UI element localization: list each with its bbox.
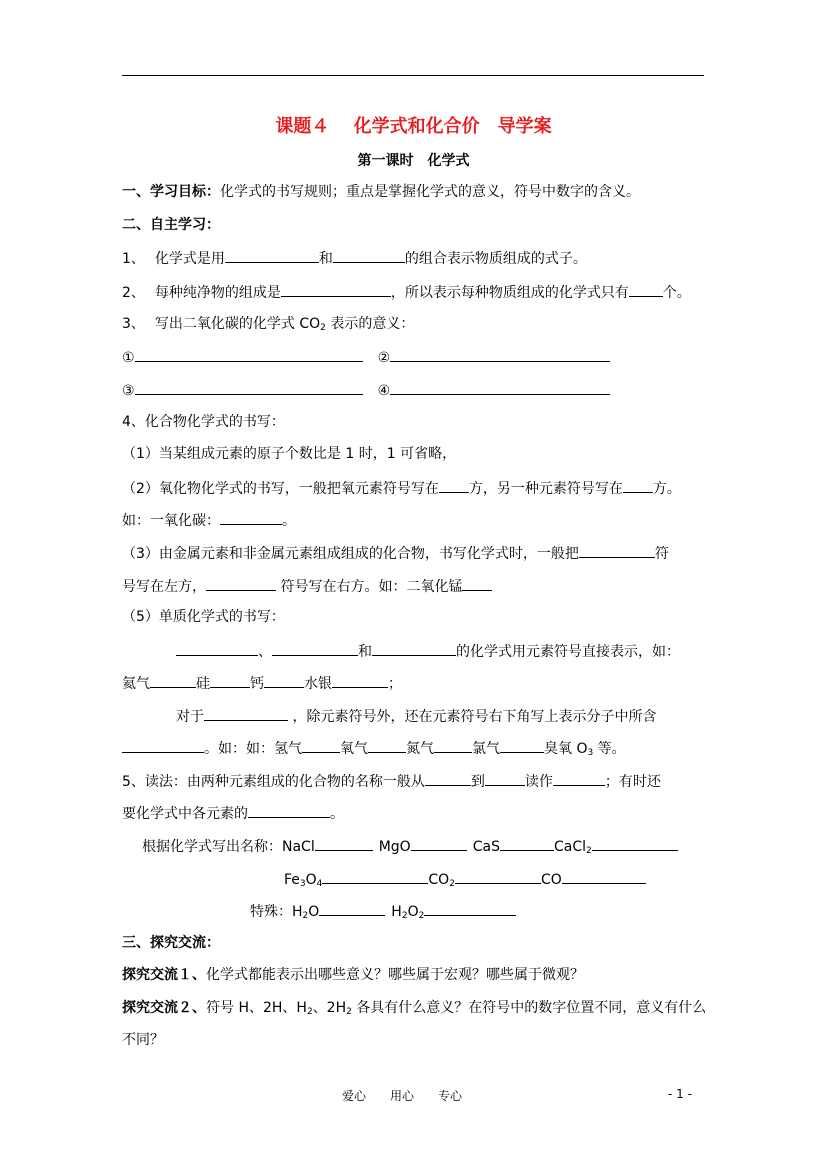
answer-blank[interactable] [562, 869, 646, 884]
exchange-1 [122, 966, 584, 984]
question-text: 和 [318, 251, 333, 267]
header-rule [122, 75, 704, 76]
answer-blank[interactable] [135, 380, 363, 395]
answer-blank[interactable] [135, 347, 363, 362]
question-3 [122, 315, 414, 337]
question-text: 号写在左方， [122, 579, 206, 595]
question-number: 1、 [122, 251, 145, 267]
answer-blank[interactable] [150, 673, 196, 688]
formula: O [308, 904, 320, 920]
question-text: 表示的意义： [325, 316, 415, 332]
question-text: 5、读法：由两种元素组成的化合物的名称一般从 [122, 774, 425, 790]
formula: MgO [378, 839, 411, 855]
question-text: 氧气 [340, 741, 368, 757]
item-marker: ③ [122, 383, 135, 399]
question-1 [122, 248, 587, 268]
question-5 [122, 771, 661, 791]
meaning-row-1 [122, 347, 610, 367]
answer-blank[interactable] [122, 738, 204, 753]
formula: O [407, 904, 419, 920]
question-text: 方。 [652, 481, 681, 497]
answer-blank[interactable] [500, 738, 544, 753]
answer-blank[interactable] [272, 641, 358, 656]
question-text: 读作 [524, 774, 553, 790]
rule-3 [122, 543, 669, 563]
rule-5-elements [176, 641, 680, 661]
page-title: 课题４ 化学式和化合价 导学案 [275, 116, 552, 137]
answer-blank[interactable] [319, 901, 385, 916]
question-text: 到 [470, 774, 485, 790]
subscript: 2 [418, 911, 425, 921]
answer-blank[interactable] [434, 738, 472, 753]
answer-blank[interactable] [485, 771, 525, 786]
answer-blank[interactable] [220, 510, 282, 525]
section-heading: 二、自主学习： [122, 217, 220, 233]
question-text: ；有时还 [604, 774, 661, 790]
question-text: 水银 [304, 676, 332, 692]
question-text: 方，另一种元素符号写在 [468, 481, 623, 497]
answer-blank[interactable] [623, 478, 653, 493]
subscript: 2 [346, 1007, 352, 1017]
answer-blank[interactable] [210, 673, 250, 688]
question-text: 如：一氧化碳： [122, 513, 220, 529]
question-text: 、 [258, 644, 272, 660]
question-text: 氦气 [122, 676, 150, 692]
formula: H [391, 904, 402, 920]
answer-blank[interactable] [390, 380, 610, 395]
question-text: 等。 [593, 741, 626, 757]
question-text: 钙 [250, 676, 264, 692]
answer-blank[interactable] [425, 771, 471, 786]
subscript: 2 [320, 323, 326, 333]
naming-row-special [250, 901, 516, 925]
question-text: 。 [282, 513, 296, 529]
question-5-cont [122, 803, 344, 823]
answer-blank[interactable] [322, 869, 428, 884]
item-marker: ② [377, 350, 391, 366]
question-text: 化学式都能表示出哪些意义？哪些属于宏观？哪些属于微观？ [206, 967, 584, 983]
question-text: 对于 [176, 709, 204, 725]
formula: CO [540, 872, 562, 888]
question-text: 硅 [196, 676, 210, 692]
answer-blank[interactable] [315, 836, 373, 851]
question-text: 和 [358, 644, 372, 660]
answer-blank[interactable] [206, 576, 276, 591]
question-text: 氯气 [472, 741, 500, 757]
rule-5-molecule-examples [122, 738, 626, 762]
answer-blank[interactable] [225, 248, 319, 263]
question-text: 各具有什么意义？在符号中的数字位置不同，意义有什么 [351, 1000, 707, 1016]
subscript: 3 [587, 748, 594, 758]
question-text: 要化学式中各元素的 [122, 806, 248, 822]
question-text: 的化学式用元素符号直接表示，如： [456, 644, 680, 660]
rule-5-examples [122, 673, 402, 693]
section-heading: 一、学习目标： [122, 184, 220, 200]
formula: O [305, 872, 317, 888]
answer-blank[interactable] [204, 706, 288, 721]
question-text: ，除元素符号外，还在元素符号右下角写上表示分子中所含 [288, 709, 657, 725]
question-text: 的组合表示物质组成的式子。 [404, 251, 587, 267]
answer-blank[interactable] [281, 282, 391, 297]
goal-text: 化学式的书写规则；重点是掌握化学式的意义，符号中数字的含义。 [220, 184, 640, 200]
answer-blank[interactable] [248, 803, 330, 818]
subscript: 2 [449, 879, 455, 889]
rule-2-example [122, 510, 296, 530]
answer-blank[interactable] [264, 673, 304, 688]
answer-blank[interactable] [500, 836, 554, 851]
answer-blank[interactable] [424, 901, 516, 916]
page-number: - 1 - [668, 1087, 692, 1101]
answer-blank[interactable] [302, 738, 340, 753]
subscript: 2 [302, 911, 309, 921]
rule-5-molecules [176, 706, 656, 726]
question-text: 氮气 [406, 741, 434, 757]
subscript: 4 [316, 879, 323, 889]
formula: 特殊：H [250, 904, 303, 920]
exchange-2-cont: 不同？ [122, 1032, 164, 1048]
question-text: 、2H [312, 1000, 347, 1016]
exchange-label: 探究交流１、 [122, 967, 206, 983]
question-text: 化学式是用 [154, 251, 225, 267]
answer-blank[interactable] [455, 869, 541, 884]
answer-blank[interactable] [390, 347, 610, 362]
question-4: 4、化合物化学式的书写： [122, 414, 285, 430]
answer-blank[interactable] [462, 576, 492, 591]
answer-blank[interactable] [553, 771, 605, 786]
question-text: （3）由金属元素和非金属元素组成组成的化合物，书写化学式时，一般把 [122, 546, 579, 562]
formula: CO [428, 872, 450, 888]
formula: CaCl [553, 839, 586, 855]
question-text: 符号 H、2H、H [206, 1000, 307, 1016]
question-number: 2、 [122, 285, 145, 301]
naming-row-1 [142, 836, 678, 860]
question-text: 符 [654, 546, 669, 562]
formula: Fe [284, 872, 300, 888]
question-text: 臭氧 O [544, 741, 588, 757]
question-text: 个。 [662, 285, 691, 301]
answer-blank[interactable] [629, 282, 663, 297]
question-text: ，所以表示每种物质组成的化学式只有 [390, 285, 629, 301]
subscript: 3 [299, 879, 306, 889]
answer-blank[interactable] [411, 836, 467, 851]
formula: 根据化学式写出名称：NaCl [142, 839, 315, 855]
question-text: 符号写在右方。如：二氧化锰 [276, 579, 463, 595]
question-text: ； [388, 676, 402, 692]
page-subtitle: 第一课时 化学式 [357, 153, 470, 169]
subscript: 2 [586, 846, 592, 856]
question-number: 3、 [122, 316, 145, 332]
exchange-2 [122, 999, 706, 1021]
rule-5: （5）单质化学式的书写： [122, 609, 285, 625]
answer-blank[interactable] [372, 641, 456, 656]
section-heading: 三、探究交流： [122, 935, 220, 951]
meaning-row-2 [122, 380, 610, 400]
formula: CaS [472, 839, 500, 855]
learning-goals [122, 183, 640, 201]
answer-blank[interactable] [579, 543, 655, 558]
question-text: （2）氧化物化学式的书写，一般把氧元素符号写在 [122, 481, 439, 497]
item-marker: ① [122, 350, 135, 366]
answer-blank[interactable] [333, 248, 405, 263]
naming-row-2 [284, 869, 646, 893]
rule-3-cont [122, 576, 492, 596]
question-text: 。如：如：氢气 [204, 741, 302, 757]
answer-blank[interactable] [439, 478, 469, 493]
subscript: 2 [306, 1007, 313, 1017]
answer-blank[interactable] [332, 673, 388, 688]
question-text: 。 [330, 806, 344, 822]
exchange-label: 探究交流２、 [122, 1000, 206, 1016]
question-text: 写出二氧化碳的化学式 CO [154, 316, 321, 332]
answer-blank[interactable] [592, 836, 678, 851]
item-marker: ④ [377, 383, 391, 399]
answer-blank[interactable] [368, 738, 406, 753]
question-2 [122, 282, 691, 302]
answer-blank[interactable] [176, 641, 258, 656]
rule-2 [122, 478, 681, 498]
footer-motto: 爱心 用心 专心 [342, 1089, 463, 1103]
rule-1: （1）当某组成元素的原子个数比是 1 时，1 可省略， [122, 446, 457, 462]
subscript: 2 [401, 911, 408, 921]
question-text: 每种纯净物的组成是 [154, 285, 281, 301]
